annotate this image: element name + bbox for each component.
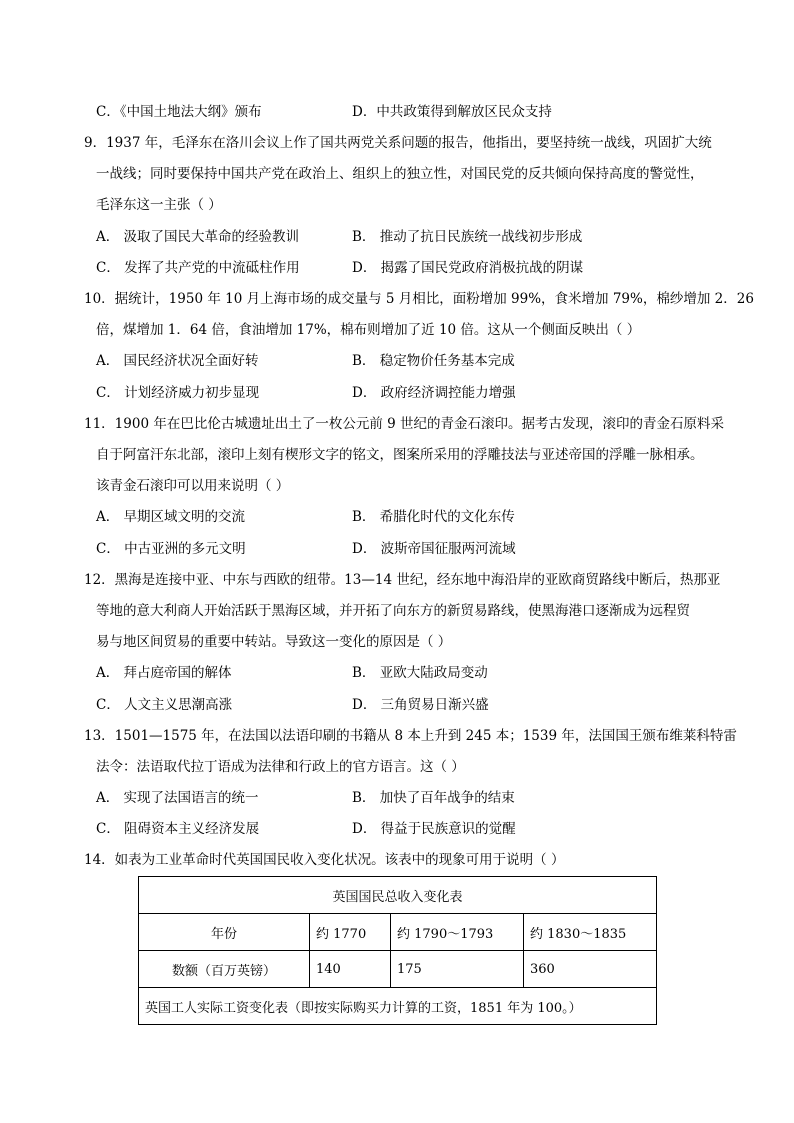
q12-stem-line-3: 易与地区间贸易的重要中转站。导致这一变化的原因是（ ） bbox=[96, 634, 452, 650]
q12-stem-line-1: 12．黑海是连接中亚、中东与西欧的纽带。13—14 世纪，经东地中海沿岸的亚欧商贸路线中断后，热那亚 bbox=[84, 572, 721, 588]
q10-stem-line-2: 倍，煤增加 1．64 倍，食油增加 17%，棉布则增加了近 10 倍。这从一个侧面反映出（ ） bbox=[96, 322, 641, 338]
q9-option-a: A． 汲取了国民大革命的经验教训 bbox=[96, 229, 300, 245]
table-header-cell: 年份 bbox=[139, 914, 310, 951]
q10-option-d: D． 政府经济调控能力增强 bbox=[352, 385, 516, 401]
q13-option-c: C． 阻碍资本主义经济发展 bbox=[96, 821, 260, 837]
q9-option-d: D． 揭露了国民党政府消极抗战的阴谋 bbox=[352, 260, 584, 276]
q12-stem-line-2: 等地的意大利商人开始活跃于黑海区域，并开拓了向东方的新贸易路线，使黑海港口逐渐成为远程贸 bbox=[96, 603, 690, 619]
q11-option-b: B． 希腊化时代的文化东传 bbox=[352, 509, 515, 525]
table-header-row bbox=[139, 914, 657, 951]
q12-option-c: C． 人文主义思潮高涨 bbox=[96, 697, 233, 713]
table-cell: 140 bbox=[310, 951, 391, 988]
q13-stem-line-1: 13．1501—1575 年，在法国以法语印刷的书籍从 8 本上升到 245 本；1539 年，法国国王颁布维莱科特雷 bbox=[84, 728, 737, 744]
q9-stem-line-1: 9．1937 年，毛泽东在洛川会议上作了国共两党关系问题的报告，他指出，要坚持统一战线，巩固扩大统 bbox=[84, 135, 712, 151]
table-header-cell: 约 1770 bbox=[310, 914, 391, 951]
q11-stem-line-1: 11．1900 年在巴比伦古城遗址出土了一枚公元前 9 世纪的青金石滚印。据考古发现，滚印的青金石原料采 bbox=[84, 416, 724, 432]
table-title: 英国国民总收入变化表 bbox=[139, 877, 657, 914]
q9-option-b: B． 推动了抗日民族统一战线初步形成 bbox=[352, 229, 583, 245]
table-header-cell: 约 1830～1835 bbox=[524, 914, 657, 951]
q13-option-a: A． 实现了法国语言的统一 bbox=[96, 790, 259, 806]
q11-option-a: A． 早期区域文明的交流 bbox=[96, 509, 246, 525]
table-title-row bbox=[139, 877, 657, 914]
q9-option-c: C． 发挥了共产党的中流砥柱作用 bbox=[96, 260, 300, 276]
q10-option-a: A． 国民经济状况全面好转 bbox=[96, 353, 259, 369]
q8-option-c: C．《中国土地法大纲》颁布 bbox=[96, 104, 262, 120]
q11-option-c: C． 中古亚洲的多元文明 bbox=[96, 541, 246, 557]
table-footer: 英国工人实际工资变化表（即按实际购买力计算的工资，1851 年为 100。） bbox=[139, 988, 657, 1025]
table-cell: 175 bbox=[391, 951, 524, 988]
q13-stem-line-2: 法令：法语取代拉丁语成为法律和行政上的官方语言。这（ ） bbox=[96, 759, 465, 775]
q11-stem-line-3: 该青金石滚印可以用来说明（ ） bbox=[96, 478, 290, 494]
table-cell: 数额（百万英镑） bbox=[139, 951, 310, 988]
table-footer-row bbox=[139, 988, 657, 1025]
table-row bbox=[139, 951, 657, 988]
q11-option-d: D． 波斯帝国征服两河流域 bbox=[352, 541, 516, 557]
table-header-cell: 约 1790～1793 bbox=[391, 914, 524, 951]
q9-stem-line-2: 一战线；同时要保持中国共产党在政治上、组织上的独立性，对国民党的反共倾向保持高度的警觉性， bbox=[96, 166, 704, 182]
q12-option-a: A． 拜占庭帝国的解体 bbox=[96, 665, 232, 681]
income-table bbox=[138, 876, 657, 1025]
q13-option-d: D． 得益于民族意识的觉醒 bbox=[352, 821, 516, 837]
q12-option-d: D． 三角贸易日渐兴盛 bbox=[352, 697, 489, 713]
q11-stem-line-2: 自于阿富汗东北部，滚印上刻有楔形文字的铭文，图案所采用的浮雕技法与亚述帝国的浮雕一脉相承。 bbox=[96, 447, 704, 463]
table-cell: 360 bbox=[524, 951, 657, 988]
q9-stem-line-3: 毛泽东这一主张（ ） bbox=[96, 197, 222, 213]
q13-option-b: B． 加快了百年战争的结束 bbox=[352, 790, 515, 806]
q10-option-b: B． 稳定物价任务基本完成 bbox=[352, 353, 515, 369]
q8-option-d: D．中共政策得到解放区民众支持 bbox=[352, 104, 552, 120]
q10-option-c: C． 计划经济威力初步显现 bbox=[96, 385, 260, 401]
q10-stem-line-1: 10．据统计，1950 年 10 月上海市场的成交量与 5 月相比，面粉增加 99%，食米增加 79%，棉纱增加 2．26 bbox=[84, 291, 754, 307]
q14-stem: 14．如表为工业革命时代英国国民收入变化状况。该表中的现象可用于说明（ ） bbox=[84, 852, 565, 868]
q12-option-b: B． 亚欧大陆政局变动 bbox=[352, 665, 488, 681]
